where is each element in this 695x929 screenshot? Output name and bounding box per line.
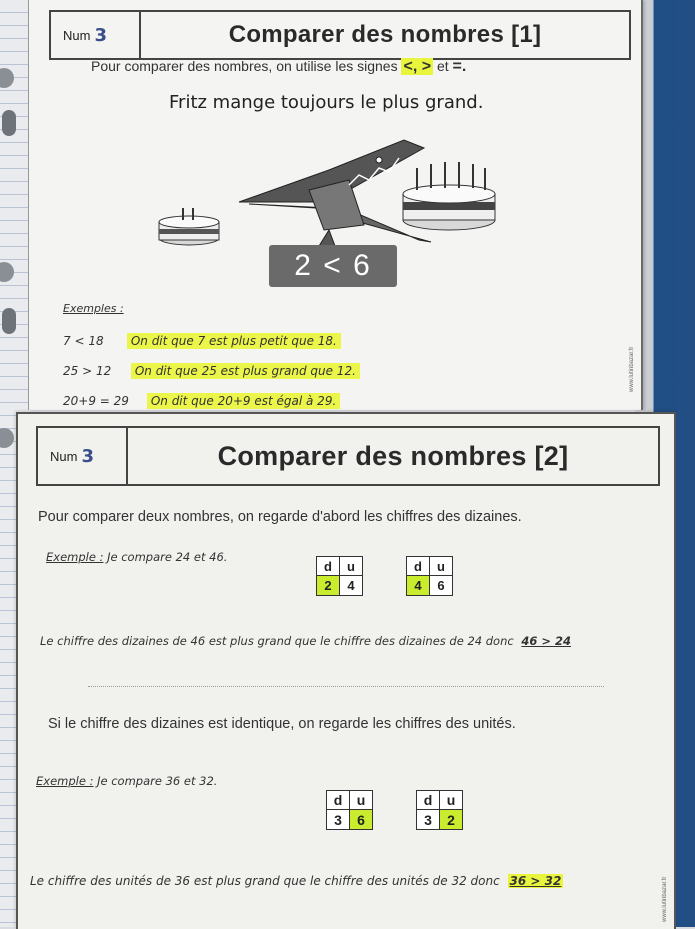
num-label: Num bbox=[50, 448, 78, 464]
example-sentence: On dit que 7 est plus petit que 18. bbox=[127, 333, 341, 349]
big-cake-icon bbox=[403, 162, 495, 230]
du-table-24 bbox=[316, 556, 363, 596]
conclusion-text: Le chiffre des unités de 36 est plus grand que le chiffre des unités de 32 donc bbox=[30, 874, 500, 888]
worksheet-2-header bbox=[36, 426, 660, 486]
worksheet-2 bbox=[16, 412, 676, 929]
signs-symbols: <, > bbox=[403, 58, 432, 75]
digit-unites: 2 bbox=[440, 810, 463, 830]
header-d: d bbox=[327, 791, 350, 810]
binder-hole bbox=[2, 308, 16, 334]
example-1 bbox=[46, 550, 227, 564]
header-d: d bbox=[417, 791, 440, 810]
binder-hole bbox=[0, 68, 14, 88]
example-text: Je compare 24 et 46. bbox=[107, 550, 228, 564]
digit-dizaines: 3 bbox=[327, 810, 350, 830]
worksheet-1-header bbox=[49, 10, 631, 60]
answer: 36 > 32 bbox=[509, 874, 562, 888]
equal-symbol: =. bbox=[452, 58, 467, 75]
answer: 46 > 24 bbox=[521, 634, 572, 648]
intro-and: et bbox=[436, 58, 449, 74]
example-expression: 20+9 = 29 bbox=[63, 394, 129, 408]
header-u: u bbox=[430, 557, 453, 576]
conclusion-2 bbox=[30, 874, 563, 888]
comparison-badge: 2 < 6 bbox=[269, 245, 397, 287]
header-d: d bbox=[317, 557, 340, 576]
num-cell bbox=[51, 12, 141, 58]
digit-dizaines: 2 bbox=[317, 576, 340, 596]
small-cake-icon bbox=[159, 208, 219, 245]
du-table-32 bbox=[416, 790, 463, 830]
intro-text: Pour comparer deux nombres, on regarde d'abord les chiffres des dizaines. bbox=[38, 509, 522, 525]
crocodile-icon bbox=[239, 140, 431, 246]
examples-label: Exemples : bbox=[63, 302, 124, 315]
example-label: Exemple : bbox=[36, 774, 94, 788]
example-row bbox=[63, 334, 341, 348]
example-label: Exemple : bbox=[46, 550, 104, 564]
digit-unites: 6 bbox=[350, 810, 373, 830]
header-u: u bbox=[350, 791, 373, 810]
digit-dizaines: 4 bbox=[407, 576, 430, 596]
example-expression: 25 > 12 bbox=[63, 364, 112, 378]
header-d: d bbox=[407, 557, 430, 576]
digit-dizaines: 3 bbox=[417, 810, 440, 830]
page-title: Comparer des nombres [1] bbox=[228, 21, 542, 48]
binder-hole bbox=[0, 262, 14, 282]
example-text: Je compare 36 et 32. bbox=[97, 774, 218, 788]
page-title: Comparer des nombres [2] bbox=[217, 440, 569, 471]
intro-text-2: Si le chiffre des dizaines est identique, on regarde les chiffres des unités. bbox=[48, 716, 516, 732]
worksheet-1 bbox=[28, 0, 643, 410]
divider bbox=[88, 686, 604, 687]
digit-unites: 6 bbox=[430, 576, 453, 596]
example-sentence: On dit que 25 est plus grand que 12. bbox=[131, 363, 360, 379]
watermark: www.lutinbazar.fr bbox=[629, 346, 635, 392]
header-u: u bbox=[440, 791, 463, 810]
num-cell bbox=[38, 428, 128, 484]
du-table-46 bbox=[406, 556, 453, 596]
fritz-sentence: Fritz mange toujours le plus grand. bbox=[169, 92, 484, 113]
example-row bbox=[63, 364, 360, 378]
example-expression: 7 < 18 bbox=[63, 334, 104, 348]
intro-text bbox=[91, 58, 466, 76]
conclusion-1 bbox=[40, 634, 571, 648]
binder-hole bbox=[2, 110, 16, 136]
intro-sentence: Pour comparer des nombres, on utilise les signes bbox=[91, 58, 398, 74]
conclusion-text: Le chiffre des dizaines de 46 est plus grand que le chiffre des dizaines de 24 donc bbox=[40, 634, 514, 648]
num-label: Num bbox=[63, 27, 91, 43]
num-value: 3 bbox=[81, 445, 94, 467]
binder-hole bbox=[0, 428, 14, 448]
example-sentence: On dit que 20+9 est égal à 29. bbox=[147, 393, 340, 409]
digit-unites: 4 bbox=[340, 576, 363, 596]
num-value: 3 bbox=[94, 24, 107, 46]
watermark: www.lutinbazar.fr bbox=[662, 876, 668, 922]
du-table-36 bbox=[326, 790, 373, 830]
example-row bbox=[63, 394, 340, 408]
header-u: u bbox=[340, 557, 363, 576]
example-2 bbox=[36, 774, 217, 788]
